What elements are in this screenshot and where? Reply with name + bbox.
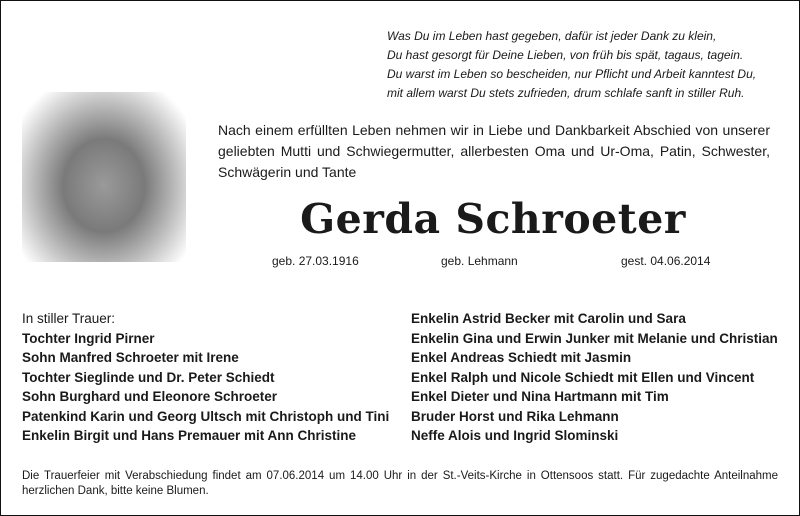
mourner-entry: Sohn Burghard und Eleonore Schroeter [22,389,278,404]
mourner-entry: Enkel Andreas Schiedt mit Jasmin [411,350,632,365]
mourner-entry: Enkelin Astrid Becker mit Carolin und Sara [411,311,686,326]
maiden-name: geb. Lehmann [441,254,518,268]
poem-line: Was Du im Leben hast gegeben, dafür ist jeder Dank zu klein, [387,29,717,43]
poem-line: Du warst im Leben so bescheiden, nur Pflicht und Arbeit kanntest Du, [387,67,757,81]
mourner-entry: Patenkind Karin und Georg Ultsch mit Christoph und Tini [22,408,390,424]
poem-line: mit allem warst Du stets zufrieden, drum schlafe sanft in stiller Ruh. [387,86,745,100]
mourner-entry: Tochter Sieglinde und Dr. Peter Schiedt [22,369,275,385]
intro-text: Nach einem erfüllten Leben nehmen wir in Liebe und Dankbarkeit Abschied von unserer geliebten Mutti und Schwiegermutter, allerbesten Oma und Ur-Oma, Patin, Schwester, Schwägerin und Tante [218,122,770,180]
mourner-entry: Enkel Ralph und Nicole Schiedt mit Ellen und Vincent [411,369,755,385]
mourner-entry: Enkelin Gina und Erwin Junker mit Melanie und Christian [411,330,778,346]
funeral-info: Die Trauerfeier mit Verabschiedung findet am 07.06.2014 um 14.00 Uhr in der St.-Veits-Kirche in Ottensoos statt. Für zugedachte Anteilnahme herzlichen Dank, bitte keine Blumen. [22,470,778,497]
mourner-entry: Neffe Alois und Ingrid Slominski [411,428,619,443]
birth-date: geb. 27.03.1916 [272,254,359,268]
deceased-name: Gerda Schroeter [300,195,686,243]
mourner-entry: Sohn Manfred Schroeter mit Irene [22,350,239,365]
mourner-entry: Tochter Ingrid Pirner [22,330,155,346]
mourners-left [22,309,389,446]
mourner-entry: Enkel Dieter und Nina Hartmann mit Tim [411,389,669,404]
mourner-entry: Bruder Horst und Rika Lehmann [411,408,619,424]
poem-line: Du hast gesorgt für Deine Lieben, von früh bis spät, tagaus, tagein. [387,48,744,62]
mourner-entry: Enkelin Birgit und Hans Premauer mit Ann Christine [22,428,357,443]
portrait-photo [22,92,186,262]
poem [387,27,787,103]
mourners-heading: In stiller Trauer: [22,311,116,326]
death-date: gest. 04.06.2014 [621,254,711,268]
mourners-right [411,309,778,446]
